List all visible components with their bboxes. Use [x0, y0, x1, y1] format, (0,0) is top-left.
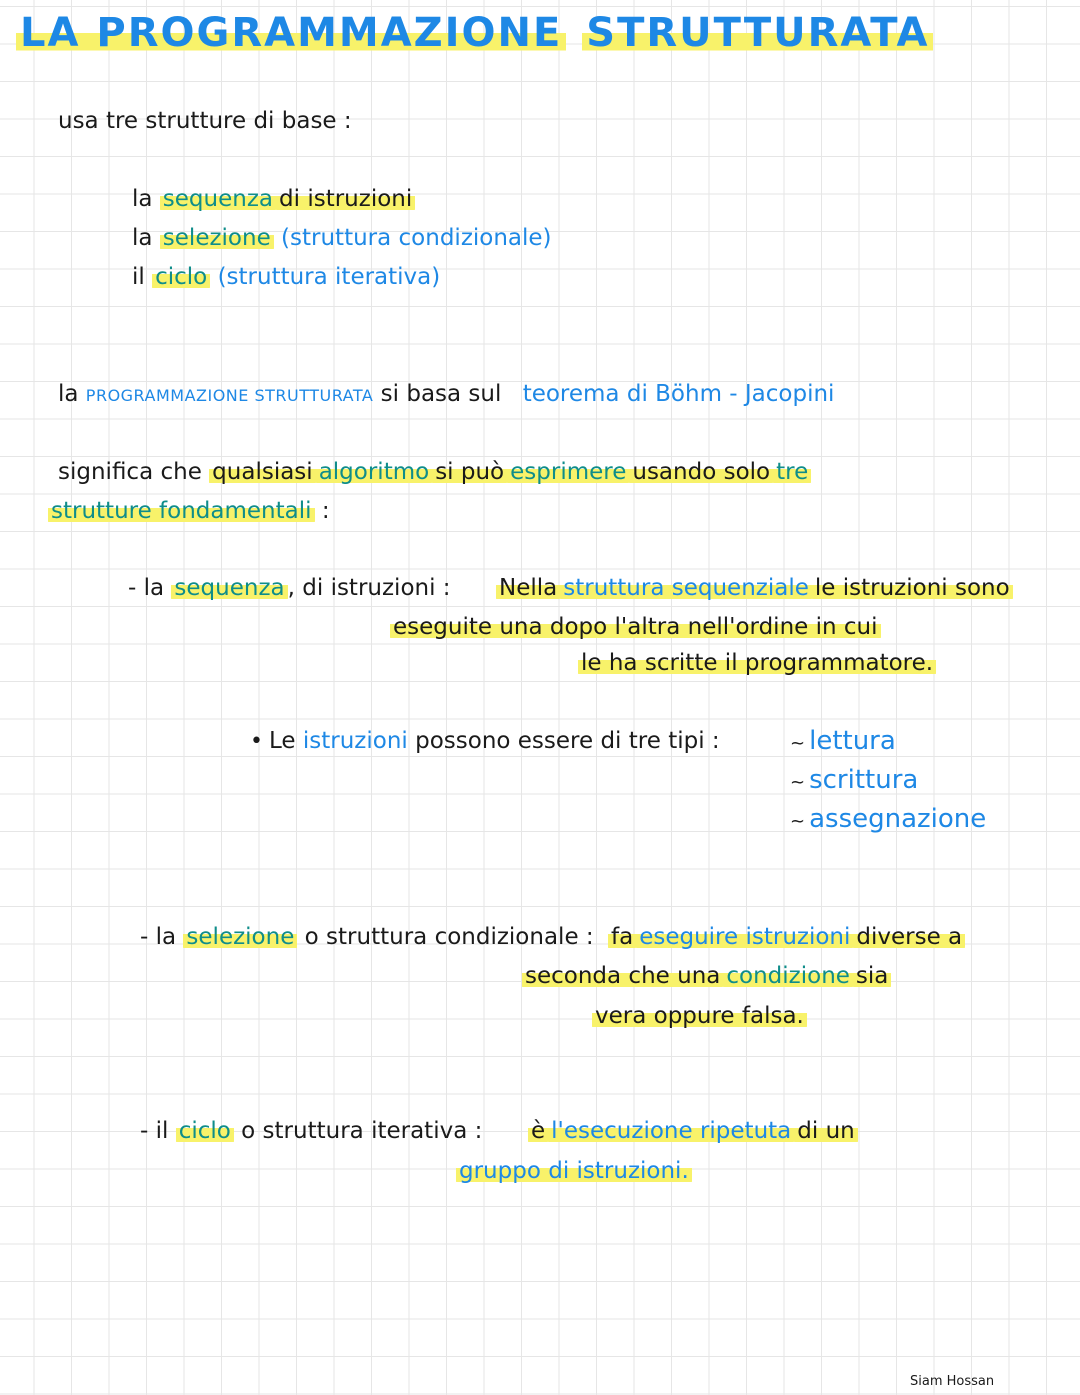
type-item [790, 726, 896, 756]
list-article: la [132, 225, 153, 251]
type-label: scrittura [809, 765, 919, 795]
istruzioni-pre: Le [268, 728, 296, 754]
tilde-icon: ~ [790, 811, 806, 832]
type-item [790, 765, 918, 795]
theorem-name: teorema di Böhm - Jacopini [522, 381, 835, 407]
type-item [790, 804, 986, 834]
bullet-icon: • [250, 729, 263, 754]
list-paren: (struttura condizionale) [281, 225, 552, 251]
istruzioni-line [250, 728, 720, 754]
sequenza-desc: eseguite una dopo l'altra nell'ordine in cui [390, 614, 881, 640]
list-item [132, 186, 415, 212]
ciclo-desc-1 [528, 1118, 858, 1144]
list-term: sequenza [160, 186, 276, 212]
ciclo-label: o struttura iterativa : [241, 1118, 483, 1144]
istruzioni-term: istruzioni [302, 728, 408, 754]
meaning-term: algoritmo [316, 459, 433, 485]
selezione-desc: seconda che una [522, 963, 723, 989]
list-rest: di istruzioni [276, 186, 415, 212]
ciclo-desc-2 [456, 1158, 692, 1184]
page-title [16, 10, 933, 56]
list-item [132, 225, 552, 251]
list-term: selezione [160, 225, 274, 251]
intro-line: usa tre strutture di base : [58, 108, 352, 134]
title-part-1: LA PROGRAMMAZIONE [16, 10, 566, 56]
selezione-desc-1 [608, 924, 965, 950]
istruzioni-rest: possono essere di tre tipi : [415, 728, 720, 754]
selezione-term: selezione [183, 924, 297, 950]
selezione-desc-2 [522, 963, 891, 989]
tilde-icon: ~ [790, 772, 806, 793]
meaning-term: esprimere [507, 459, 629, 485]
ciclo-desc: di un [794, 1118, 857, 1144]
tilde-icon: ~ [790, 733, 806, 754]
sequenza-desc-1 [496, 575, 1013, 601]
selezione-desc-term: condizione [723, 963, 853, 989]
meaning-text: : [321, 498, 330, 524]
list-paren: (struttura iterativa) [217, 264, 441, 290]
theorem-caps: PROGRAMMAZIONE STRUTTURATA [85, 386, 374, 405]
selezione-heading [140, 924, 594, 950]
title-part-2: STRUTTURATA [582, 10, 933, 56]
meaning-text: si può [432, 459, 507, 485]
signature: Siam Hossan [910, 1374, 995, 1389]
list-item [132, 264, 440, 290]
sequenza-desc: le istruzioni sono [812, 575, 1013, 601]
selezione-desc: diverse a [853, 924, 965, 950]
meaning-text: usando solo [629, 459, 773, 485]
type-label: lettura [809, 726, 896, 756]
selezione-desc-3 [592, 1003, 807, 1029]
sequenza-heading [128, 575, 451, 601]
meaning-line-1 [58, 459, 811, 485]
list-article: il [132, 264, 145, 290]
theorem-mid: si basa sul [380, 381, 502, 407]
selezione-label: o struttura condizionale : [304, 924, 594, 950]
theorem-pre: la [58, 381, 79, 407]
sequenza-desc-term: struttura sequenziale [560, 575, 812, 601]
ciclo-desc: è [528, 1118, 548, 1144]
list-term: ciclo [152, 264, 210, 290]
sequenza-desc: Nella [496, 575, 560, 601]
sequenza-desc: le ha scritte il programmatore. [578, 650, 936, 676]
theorem-line [58, 381, 834, 407]
ciclo-dash: - il [140, 1118, 169, 1144]
meaning-term: strutture fondamentali [48, 498, 315, 524]
meaning-text: significa che [58, 459, 202, 485]
selezione-desc-term: eseguire istruzioni [636, 924, 853, 950]
sequenza-label: , di istruzioni : [287, 575, 451, 601]
selezione-desc: vera oppure falsa. [592, 1003, 807, 1029]
ciclo-heading [140, 1118, 482, 1144]
selezione-desc: sia [853, 963, 891, 989]
type-label: assegnazione [809, 804, 987, 834]
ciclo-desc-term: l'esecuzione ripetuta [548, 1118, 794, 1144]
sequenza-term: sequenza [171, 575, 287, 601]
sequenza-dash: - la [128, 575, 165, 601]
meaning-line-2 [48, 498, 330, 524]
meaning-term: tre [773, 459, 811, 485]
selezione-dash: - la [140, 924, 177, 950]
sequenza-desc-2 [390, 614, 881, 640]
meaning-text: qualsiasi [209, 459, 316, 485]
list-article: la [132, 186, 153, 212]
ciclo-desc-term: gruppo di istruzioni. [456, 1158, 692, 1184]
ciclo-term: ciclo [176, 1118, 234, 1144]
sequenza-desc-3 [578, 650, 936, 676]
selezione-desc: fa [608, 924, 636, 950]
